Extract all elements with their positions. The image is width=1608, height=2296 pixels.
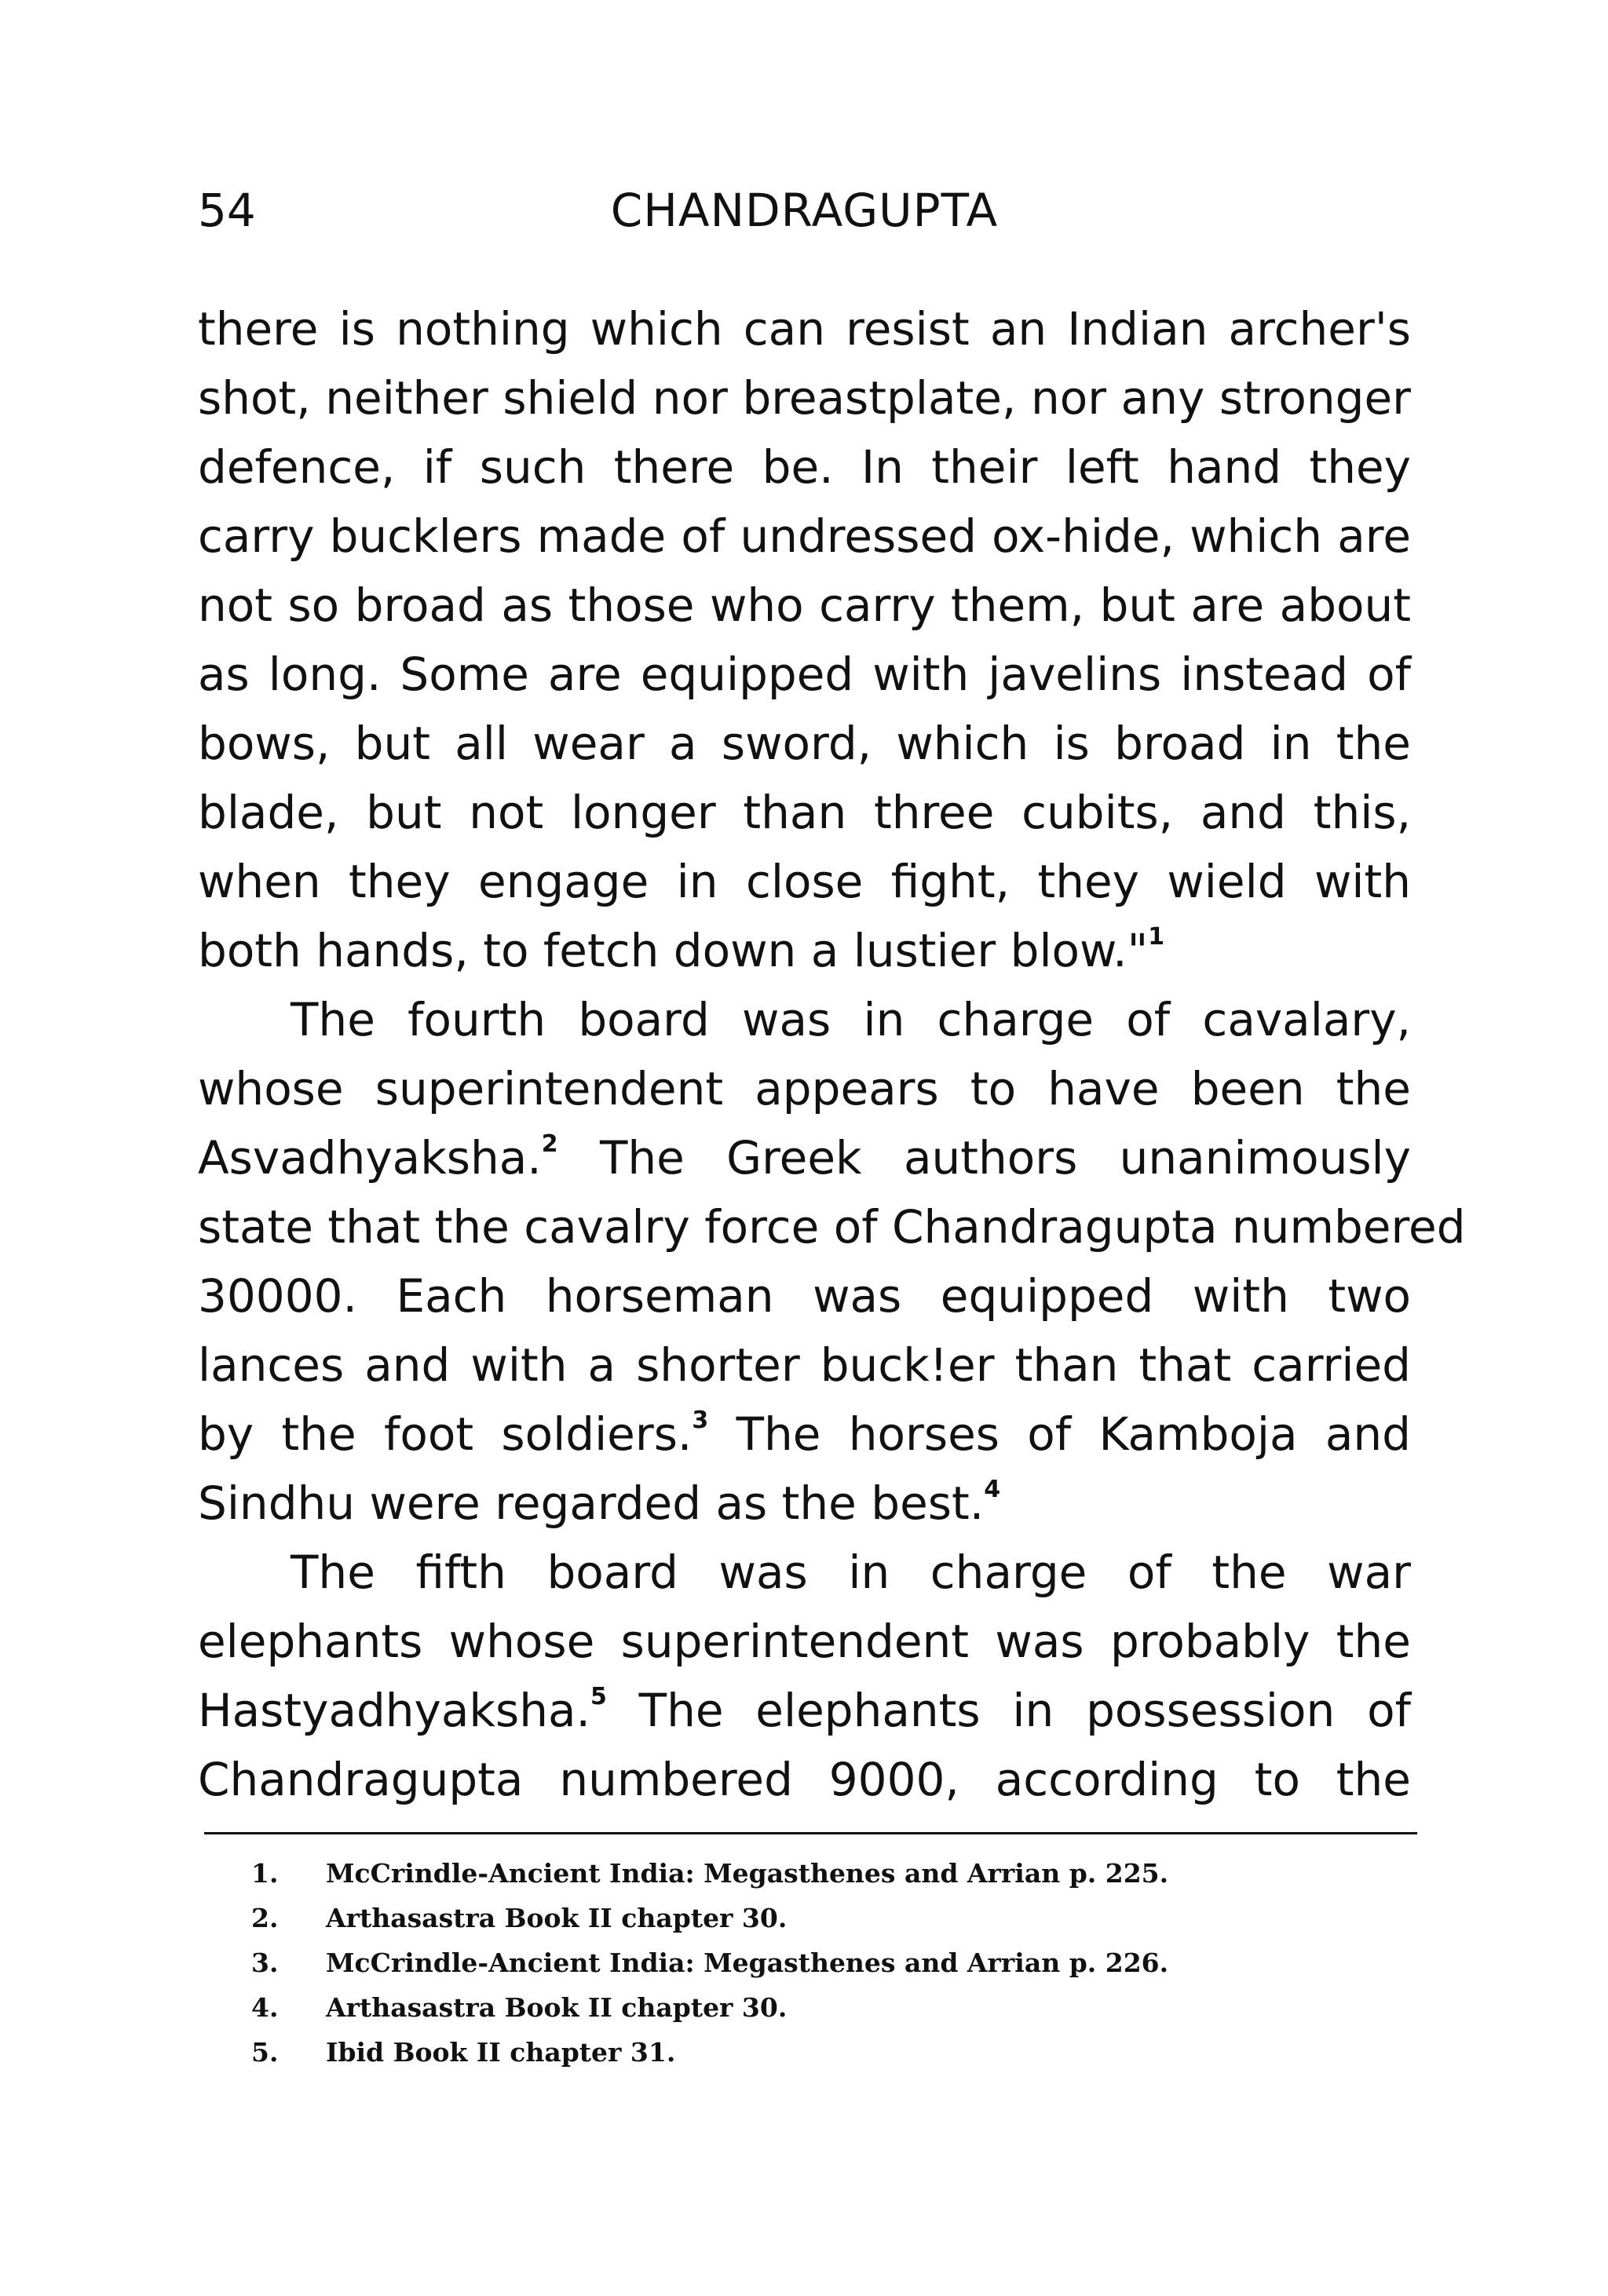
footnote-number: 4. — [251, 1992, 279, 2023]
text-line: 30000. Each horseman was equipped with two — [198, 1269, 1411, 1323]
text-line: state that the cavalry force of Chandragupta numbered — [198, 1200, 1466, 1254]
text-span: The horses of Kamboja and — [708, 1407, 1411, 1461]
text-line: The fourth board was in charge of cavalary, — [291, 993, 1411, 1046]
text-span: Asvadhyaksha. — [198, 1131, 542, 1185]
footnote-text: Arthasastra Book II chapter 30. — [326, 1992, 788, 2023]
footnote-ref: 1 — [1148, 922, 1165, 951]
text-line — [198, 1469, 1411, 1538]
page-number: 54 — [198, 184, 256, 237]
text-span: Sindhu were regarded as the best. — [198, 1477, 985, 1530]
footnote-number: 3. — [251, 1947, 279, 1978]
text-span: The elephants in possession of — [606, 1684, 1411, 1737]
text-line: carry bucklers made of undressed ox-hide, which are — [198, 509, 1411, 563]
footnote — [251, 1851, 1413, 1896]
footnote — [251, 1896, 1413, 1940]
footnote-ref: 2 — [541, 1130, 558, 1158]
text-span: by the foot soldiers. — [198, 1407, 693, 1461]
text-line — [198, 1676, 1411, 1745]
text-line: The fifth board was in charge of the war — [291, 1546, 1411, 1599]
text-line: Chandragupta numbered 9000, according to the — [198, 1753, 1411, 1806]
text-span: both hands, to fetch down a lustier blow." — [198, 924, 1149, 977]
text-line: bows, but all wear a sword, which is broad in the — [198, 717, 1411, 770]
text-line: shot, neither shield nor breastplate, nor any stronger — [198, 371, 1411, 425]
text-line: elephants whose superintendent was probably the — [198, 1615, 1411, 1668]
text-line: not so broad as those who carry them, but are about — [198, 579, 1411, 632]
text-span: The Greek authors unanimously — [557, 1131, 1411, 1185]
text-line — [198, 1400, 1411, 1469]
footnote-ref: 3 — [692, 1406, 709, 1434]
body-text — [198, 294, 1466, 1814]
footnote — [251, 1940, 1413, 1985]
footnote-text: McCrindle-Ancient India: Megasthenes and Arrian p. 226. — [326, 1947, 1169, 1978]
text-line: lances and with a shorter buck!er than that carried — [198, 1338, 1411, 1392]
text-line: defence, if such there be. In their left hand they — [198, 440, 1411, 494]
footnotes — [251, 1851, 1413, 2075]
footnote-ref: 5 — [590, 1682, 607, 1710]
footnote — [251, 2030, 1413, 2075]
text-line — [198, 916, 1411, 985]
text-span: Hastyadhyaksha. — [198, 1684, 590, 1737]
footnote-number: 1. — [251, 1858, 279, 1889]
footnote-number: 2. — [251, 1903, 279, 1933]
footnote-text: Ibid Book II chapter 31. — [326, 2037, 676, 2068]
text-line: blade, but not longer than three cubits, and this, — [198, 786, 1411, 839]
page-header — [198, 179, 1411, 242]
text-line: when they engage in close fight, they wield with — [198, 855, 1411, 908]
footnote-divider — [204, 1832, 1417, 1834]
footnote — [251, 1985, 1413, 2030]
text-line: as long. Some are equipped with javelins instead of — [198, 648, 1411, 701]
text-line: there is nothing which can resist an Indian archer's — [198, 302, 1411, 356]
text-line: whose superintendent appears to have been the — [198, 1062, 1411, 1115]
footnote-text: Arthasastra Book II chapter 30. — [326, 1903, 788, 1933]
footnote-ref: 4 — [984, 1475, 1001, 1503]
footnote-number: 5. — [251, 2037, 279, 2068]
running-title: CHANDRAGUPTA — [610, 184, 999, 237]
footnote-text: McCrindle-Ancient India: Megasthenes and Arrian p. 225. — [326, 1858, 1169, 1889]
text-line — [198, 1123, 1411, 1192]
